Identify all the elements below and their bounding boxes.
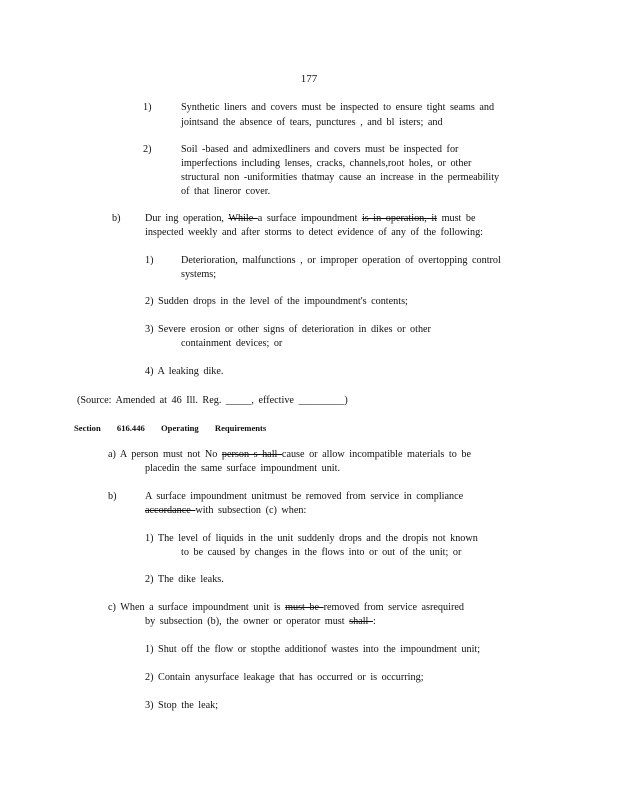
list-item-text: 4) A leaking dike.: [145, 366, 224, 377]
text-run: :: [372, 616, 376, 627]
paragraph-text: [145, 504, 306, 518]
list-item-text: Soil -based and admixedliners and covers must be inspected for: [181, 144, 459, 155]
page-number: 177: [300, 73, 318, 85]
section-label: Section: [74, 423, 101, 433]
source-note: (Source: Amended at 46 Ill. Reg. _____, effective _________): [77, 395, 348, 406]
list-item-text: Deterioration, malfunctions , or improper operation of overtopping control: [181, 255, 501, 266]
list-item-label: 1): [145, 255, 154, 266]
list-item-text: 2) The dike leaks.: [145, 574, 224, 585]
text-run: a) A person must not No: [108, 449, 222, 460]
paragraph-text: [145, 615, 376, 629]
text-run: must be: [437, 213, 476, 224]
list-item-text: 2) Contain anysurface leakage that has occurred or is occurring;: [145, 672, 424, 683]
list-item-text: systems;: [181, 269, 217, 280]
list-item-text: imperfections including lenses, cracks, channels,root holes, or other: [181, 158, 472, 169]
text-run: removed from service asrequired: [323, 602, 464, 613]
paragraph-text: [145, 212, 476, 226]
list-item-text: 3) Stop the leak;: [145, 700, 219, 711]
deleted-text: shall: [349, 616, 373, 627]
list-item-label: 1): [143, 102, 152, 113]
list-item-text: structural non -uniformities thatmay cause an increase in the permeability: [181, 172, 500, 183]
text-run: cause or allow incompatible materials to be: [281, 449, 472, 460]
paragraph-label: b): [108, 491, 117, 502]
deleted-text: is in operation, it: [361, 213, 438, 224]
paragraph-text: A surface impoundment unitmust be removed from service in compliance: [145, 491, 464, 502]
list-item-text: 1) The level of liquids in the unit suddenly drops and the dropis not known: [145, 533, 478, 544]
text-run: by subsection (b), the owner or operator must: [145, 616, 350, 627]
text-run: with subsection (c) when:: [195, 505, 307, 516]
list-item-text: 2) Sudden drops in the level of the impoundment's contents;: [145, 296, 408, 307]
section-heading: [74, 421, 266, 435]
text-run: a surface impoundment: [257, 213, 362, 224]
deleted-text: accordance: [145, 505, 196, 516]
list-item-text: 3) Severe erosion or other signs of deterioration in dikes or other: [145, 324, 431, 335]
section-title: Operating: [160, 423, 199, 433]
list-item-text: Synthetic liners and covers must be inspected to ensure tight seams and: [181, 102, 495, 113]
list-item-text: of that lineror cover.: [181, 186, 271, 197]
paragraph-label: b): [112, 213, 121, 224]
paragraph-text: inspected weekly and after storms to detect evidence of any of the following:: [145, 227, 484, 238]
deleted-text: must be: [285, 602, 324, 613]
paragraph-text: [108, 601, 464, 615]
deleted-text: While: [228, 213, 258, 224]
text-run: Dur ing operation,: [145, 213, 229, 224]
list-item-text: containment devices; or: [181, 338, 283, 349]
section-title: Requirements: [214, 423, 267, 433]
list-item-label: 2): [143, 144, 152, 155]
list-item-text: jointsand the absence of tears, punctures , and bl isters; and: [181, 117, 443, 128]
deleted-text: person s hall: [221, 449, 282, 460]
paragraph-text: placedin the same surface impoundment unit.: [145, 463, 341, 474]
list-item-text: to be caused by changes in the flows into or out of the unit; or: [181, 547, 462, 558]
section-number: 616.446: [116, 423, 145, 433]
paragraph-text: [108, 448, 471, 462]
text-run: c) When a surface impoundment unit is: [108, 602, 286, 613]
list-item-text: 1) Shut off the flow or stopthe additionof wastes into the impoundment unit;: [145, 644, 481, 655]
